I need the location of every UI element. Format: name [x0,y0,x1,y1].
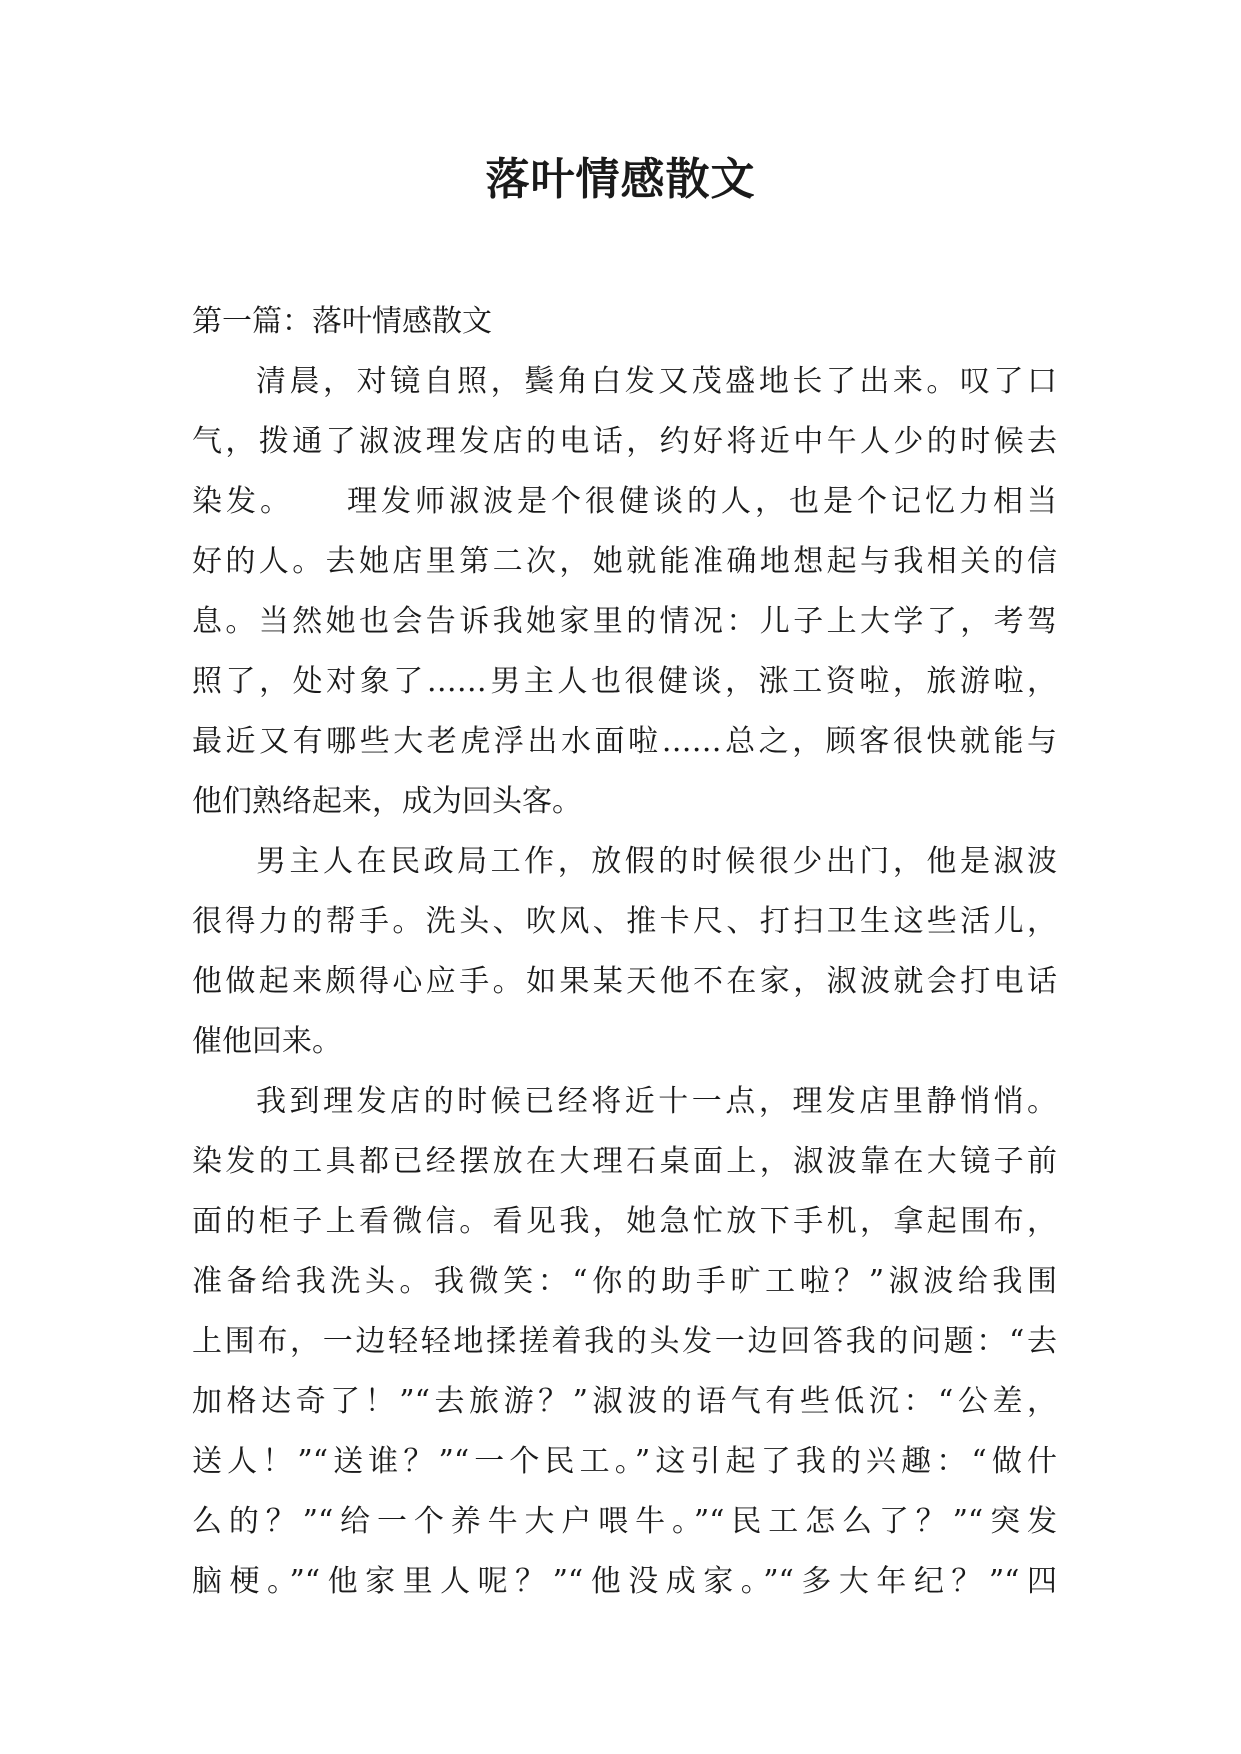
paragraph-line: 照了，处对象了……男主人也很健谈，涨工资啦，旅游啦， [192,664,1057,699]
paragraph-line: 送人！”“送谁？”“一个民工。”这引起了我的兴趣：“做什 [192,1444,1057,1479]
paragraph-line: 好的人。去她店里第二次，她就能准确地想起与我相关的信 [192,544,1057,579]
paragraph-line: 息。当然她也会告诉我她家里的情况：儿子上大学了，考驾 [192,604,1057,639]
paragraph-line: 准备给我洗头。我微笑：“你的助手旷工啦？”淑波给我围 [192,1264,1057,1299]
section-heading: 第一篇：落叶情感散文 [192,304,492,339]
paragraph-line: 染发。 理发师淑波是个很健谈的人，也是个记忆力相当 [192,484,1057,519]
paragraph-line: 气，拨通了淑波理发店的电话，约好将近中午人少的时候去 [192,424,1057,459]
paragraph-line: 他做起来颇得心应手。如果某天他不在家，淑波就会打电话 [192,964,1057,999]
paragraph-line: 清晨，对镜自照，鬓角白发又茂盛地长了出来。叹了口 [256,364,1057,399]
paragraph-line: 很得力的帮手。洗头、吹风、推卡尺、打扫卫生这些活儿， [192,904,1057,939]
paragraph-line: 男主人在民政局工作，放假的时候很少出门，他是淑波 [256,844,1057,879]
paragraph-line: 脑梗。”“他家里人呢？”“他没成家。”“多大年纪？”“四 [192,1564,1057,1599]
paragraph-line: 我到理发店的时候已经将近十一点，理发店里静悄悄。 [256,1084,1057,1119]
paragraph-line: 上围布，一边轻轻地揉搓着我的头发一边回答我的问题：“去 [192,1324,1057,1359]
paragraph-line: 染发的工具都已经摆放在大理石桌面上，淑波靠在大镜子前 [192,1144,1057,1179]
paragraph-line: 么的？”“给一个养牛大户喂牛。”“民工怎么了？”“突发 [192,1504,1057,1539]
paragraph-line: 催他回来。 [192,1024,342,1059]
paragraph-line: 面的柜子上看微信。看见我，她急忙放下手机，拿起围布， [192,1204,1057,1239]
document-body [192,292,1057,1612]
document-title: 落叶情感散文 [485,154,756,205]
paragraph-line: 最近又有哪些大老虎浮出水面啦……总之，顾客很快就能与 [192,724,1057,759]
paragraph-line: 加格达奇了！”“去旅游？”淑波的语气有些低沉：“公差， [192,1384,1057,1419]
paragraph-line: 他们熟络起来，成为回头客。 [192,784,582,819]
